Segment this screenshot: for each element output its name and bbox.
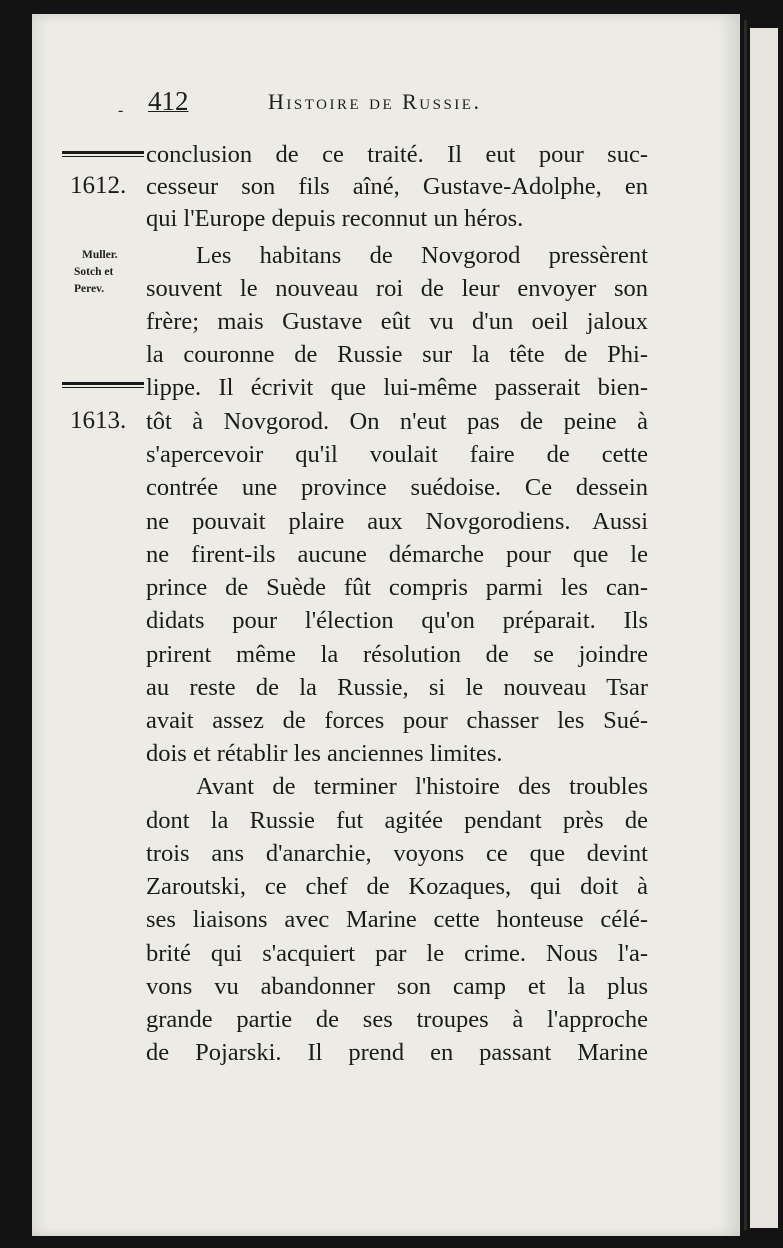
header-dash: - (118, 102, 124, 119)
text-line: Zaroutski, ce chef de Kozaques, qui doit à (146, 873, 648, 900)
margin-year-1612: 1612. (70, 172, 127, 199)
text-line: brité qui s'acquiert par le crime. Nous l'a- (146, 940, 648, 967)
text-line: lippe. Il écrivit que lui-même passerait bien- (146, 374, 648, 401)
text-line: au reste de la Russie, si le nouveau Tsar (146, 674, 648, 701)
text-line: qui l'Europe depuis reconnut un héros. (146, 205, 524, 232)
margin-rule-1613 (62, 382, 144, 388)
text-line: cesseur son fils aîné, Gustave-Adolphe, en (146, 173, 648, 200)
text-line: frère; mais Gustave eût vu d'un oeil jaloux (146, 308, 648, 335)
text-line: tôt à Novgorod. On n'eut pas de peine à (146, 408, 648, 435)
text-line: trois ans d'anarchie, voyons ce que devint (146, 840, 648, 867)
text-line: conclusion de ce traité. Il eut pour suc- (146, 141, 648, 168)
next-page-edge (750, 28, 778, 1228)
margin-rule-1612 (62, 151, 144, 157)
sidenote-line: Perev. (74, 283, 105, 295)
text-line: contrée une province suédoise. Ce dessein (146, 474, 648, 501)
text-line: s'apercevoir qu'il voulait faire de cette (146, 441, 648, 468)
page-edge-shadow (744, 20, 747, 1230)
text-line: prince de Suède fût compris parmi les can- (146, 574, 648, 601)
text-line: souvent le nouveau roi de leur envoyer son (146, 275, 648, 302)
text-line: ne firent-ils aucune démarche pour que le (146, 541, 648, 568)
text-line: prirent même la résolution de se joindre (146, 641, 648, 668)
text-line: vons vu abandonner son camp et la plus (146, 973, 648, 1000)
text-line: ses liaisons avec Marine cette honteuse célé- (146, 906, 648, 933)
text-line: avait assez de forces pour chasser les Sué- (146, 707, 648, 734)
sidenote-line: Muller. (82, 249, 118, 261)
margin-source-note (74, 247, 144, 298)
text-line: ne pouvait plaire aux Novgorodiens. Aussi (146, 508, 648, 535)
text-line: de Pojarski. Il prend en passant Marine (146, 1039, 648, 1066)
text-line: Les habitans de Novgorod pressèrent (196, 242, 648, 269)
sidenote-line: Sotch et (74, 266, 114, 278)
running-head: Histoire de Russie. (268, 89, 482, 114)
text-line: Avant de terminer l'histoire des troubles (196, 773, 648, 800)
text-line: grande partie de ses troupes à l'approche (146, 1006, 648, 1033)
margin-year-1613: 1613. (70, 407, 127, 434)
text-line: dont la Russie fut agitée pendant près de (146, 807, 648, 834)
text-line: didats pour l'élection qu'on préparait. Ils (146, 607, 648, 634)
page-number: 412 (148, 86, 189, 116)
text-line: la couronne de Russie sur la tête de Phi- (146, 341, 648, 368)
text-line: dois et rétablir les anciennes limites. (146, 740, 503, 767)
